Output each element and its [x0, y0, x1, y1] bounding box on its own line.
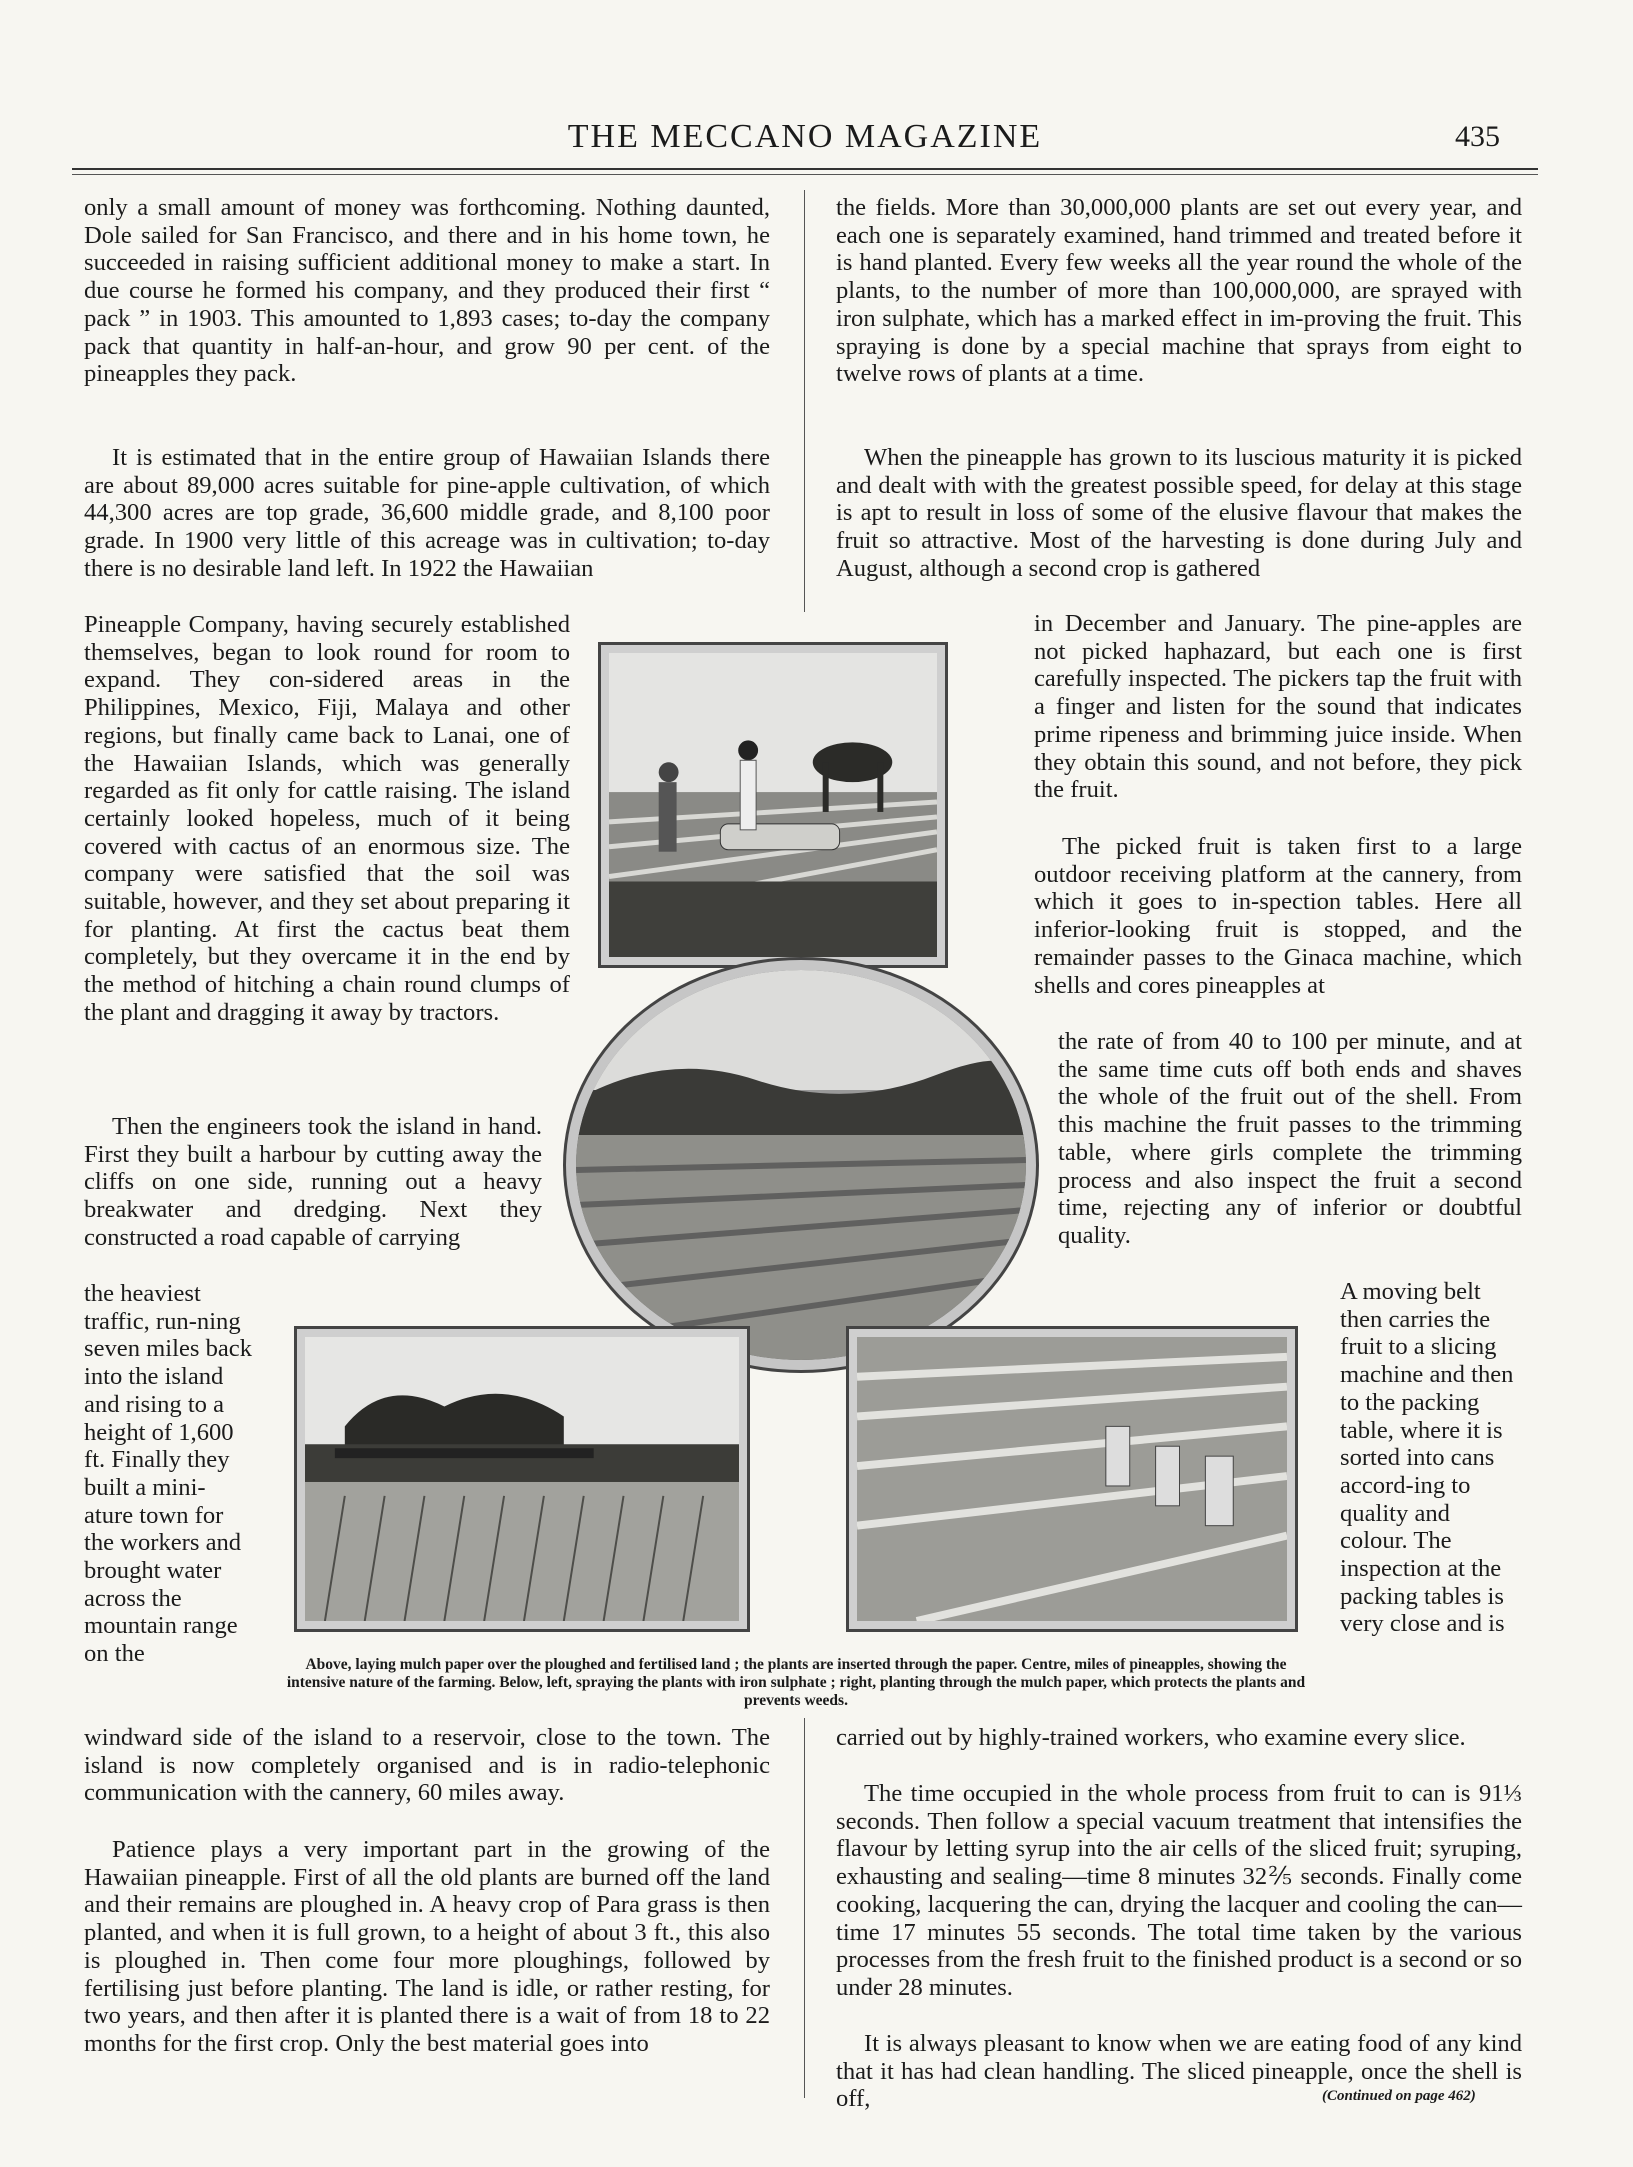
planting-image [857, 1337, 1287, 1621]
spraying-image [305, 1337, 739, 1621]
continued-note: (Continued on page 462) [1322, 2088, 1476, 2104]
left-paragraph-4: Then the engineers took the island in hand. First they built a harbour by cutting away the cliffs on one side, running out a heavy breakwater and dredging. Next they constructed a road capable of carrying [84, 1113, 542, 1251]
photo-pineapple-fields-circle [566, 960, 1036, 1370]
left-paragraph-6: windward side of the island to a reservoir, close to the town. The island is now completely organised and is in radio-telephonic communication with the cannery, 60 miles away. [84, 1724, 770, 1807]
column-divider-top [804, 190, 805, 612]
right-paragraph-4: The picked fruit is taken first to a large outdoor receiving platform at the cannery, from which it goes to in-spection tables. Here all inferior-looking fruit is stopped, and the remainder passes to the Ginaca machine, which shells and cores pineapples at [1034, 833, 1522, 999]
left-paragraph-3: Pineapple Company, having securely established themselves, began to look round for room to expand. They con-sidered areas in the Philippines, Mexico, Fiji, Malaya and other regions, but finally came back to Lanai, one of the Hawaiian Islands, which was generally regarded as fit only for cattle raising. The island certainly looked hopeless, much of it being covered with cactus of an enormous size. The company were satisfied that the soil was suitable, however, and they set about preparing it for planting. At first the cactus beat them completely, but they overcame it in the end by the method of hitching a chain round clumps of the plant and dragging it away by tractors. [84, 611, 570, 1026]
right-paragraph-9: It is always pleasant to know when we are eating food of any kind that it has had clean handling. The sliced pineapple, once the shell is off, [836, 2030, 1522, 2113]
right-paragraph-1: the fields. More than 30,000,000 plants are set out every year, and each one is separately examined, hand trimmed and treated before it is hand planted. Every few weeks all the year round the whole of the plants, to the number of more than 100,000,000, are sprayed with iron sulphate, which has a marked effect in im-proving the fruit. This spraying is done by a special machine that sprays from eight to twelve rows of plants at a time. [836, 194, 1522, 388]
column-divider-bottom [804, 1718, 805, 2098]
right-paragraph-8: The time occupied in the whole process from fruit to can is 91⅓ seconds. Then follow a special vacuum treatment that intensifies the flavour by letting syrup into the air cells of the sliced fruit; syruping, exhausting and sealing—time 8 minutes 32⅖ seconds. Finally come cooking, lacquering the can, drying the lacquer and cooling the can—time 17 minutes 55 seconds. The total time taken by the various processes from the fresh fruit to the finished product is a second or so under 28 minutes. [836, 1780, 1522, 2001]
photo-mulch-laying [598, 642, 948, 968]
magazine-title: THE MECCANO MAGAZINE [567, 118, 1043, 155]
right-paragraph-5: the rate of from 40 to 100 per minute, and at the same time cuts off both ends and shaves the whole of the fruit out of the shell. From this machine the fruit passes to the trimming table, where girls complete the trimming process and also inspect the fruit a second time, rejecting any of inferior or doubtful quality. [1058, 1028, 1522, 1249]
page-header [70, 118, 1540, 166]
right-paragraph-6: A moving belt then carries the fruit to a slicing machine and then to the packing table, where it is sorted into cans accord-ing to quality and colour. The inspection at the packing tables is very close and is [1340, 1278, 1514, 1638]
left-paragraph-7: Patience plays a very important part in the growing of the Hawaiian pineapple. First of all the old plants are burned off the land and their remains are ploughed in. A heavy crop of Para grass is then planted, and when it is full grown, to a height of about 3 ft., this also is ploughed in. Then come four more ploughings, followed by fertilising just before planting. The land is idle, or rather resting, for two years, and then after it is planted there is a wait of from 18 to 22 months for the first crop. Only the best material goes into [84, 1836, 770, 2057]
left-paragraph-2: It is estimated that in the entire group of Hawaiian Islands there are about 89,000 acres suitable for pine-apple cultivation, of which 44,300 acres are top grade, 36,600 middle grade, and 8,100 poor grade. In 1900 very little of this acreage was in cultivation; to-day there is no desirable land left. In 1922 the Hawaiian [84, 444, 770, 582]
page-number: 435 [1455, 120, 1500, 153]
pineapple-fields-image [576, 970, 1026, 1360]
left-paragraph-5: the heaviest traffic, run-ning seven miles back into the island and rising to a height of 1,600 ft. Finally they built a mini-ature town for the workers and brought water across the mountain range on the [84, 1280, 253, 1668]
right-paragraph-7: carried out by highly-trained workers, who examine every slice. [836, 1724, 1466, 1751]
photo-planting [846, 1326, 1298, 1632]
photo-spraying [294, 1326, 750, 1632]
photo-caption: Above, laying mulch paper over the ploughed and fertilised land ; the plants are inserted through the paper. Centre, miles of pineapples, showing the intensive nature of the farming. Below, left, spraying the plants with iron sulphate ; right, planting through the mulch paper, which protects the plants and prevents weeds. [286, 1656, 1306, 1709]
right-paragraph-2: When the pineapple has grown to its luscious maturity it is picked and dealt with with the greatest possible speed, for delay at this stage is apt to result in loss of some of the elusive flavour that makes the fruit so attractive. Most of the harvesting is done during July and August, although a second crop is gathered [836, 444, 1522, 582]
header-rule [72, 168, 1538, 175]
right-paragraph-3: in December and January. The pine-apples are not picked haphazard, but each one is first carefully inspected. The pickers tap the fruit with a finger and listen for the sound that indicates prime ripeness and brimming juice inside. When they obtain this sound, and not before, they pick the fruit. [1034, 610, 1522, 804]
mulch-laying-image [609, 653, 937, 957]
left-paragraph-1: only a small amount of money was forthcoming. Nothing daunted, Dole sailed for San Francisco, and there and in his home town, he succeeded in raising sufficient additional money to make a start. In due course he formed his company, and they produced their first “ pack ” in 1903. This amounted to 1,893 cases; to-day the company pack that quantity in half-an-hour, and grow 90 per cent. of the pineapples they pack. [84, 194, 770, 388]
